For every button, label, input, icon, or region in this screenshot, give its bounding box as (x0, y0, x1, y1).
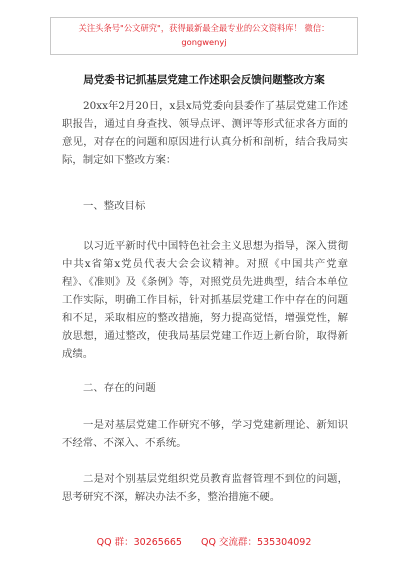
promo-banner-text: 关注头条号"公文研究"，获得最新最全最专业的公文资料库！ 微信：gongwenyj (78, 23, 330, 47)
problem-paragraph-1: 一是对基层党建工作研究不够，学习党建新理论、新知识不经常、不深入、不系统。 (62, 419, 348, 449)
section-heading-problems: 二、存在的问题 (83, 382, 156, 394)
page-footer (0, 534, 408, 548)
intro-paragraph: 20xx年2月20日，x县x局党委向县委作了基层党建工作述职报告，通过自身查找、领导点评、测评等形式征求各方面的意见，对存在的问题和原因进行认真分析和剖析，结合我局实际，制定如下整改方案： (62, 100, 348, 166)
problem-paragraph-2: 二是对个别基层党组织党员教育监督管理不到位的问题，思考研究不深，解决办法不多，整治措施不硬。 (62, 473, 348, 503)
document-title: 局党委书记抓基层党建工作述职会反馈问题整改方案 (83, 74, 325, 86)
promo-banner (50, 17, 358, 55)
section-heading-goals: 一、整改目标 (83, 200, 146, 212)
footer-qq-group: QQ 群：30265665 (96, 537, 182, 548)
footer-qq-chat-group: QQ 交流群：535304092 (201, 537, 312, 548)
goals-paragraph: 以习近平新时代中国特色社会主义思想为指导，深入贯彻中共x省第x党员代表大会会议精神。对照《中国共产党章程》、《准则》及《条例》等，对照党员先进典型，结合本单位工作实际，明确工作目标，针对抓基层党建工作中存在的问题和不足，采取相应的整改措施，努力提高觉悟，增强党性，解放思想，通过整改，使我局基层党建工作迈上新台阶，取得新成绩。 (62, 240, 348, 360)
